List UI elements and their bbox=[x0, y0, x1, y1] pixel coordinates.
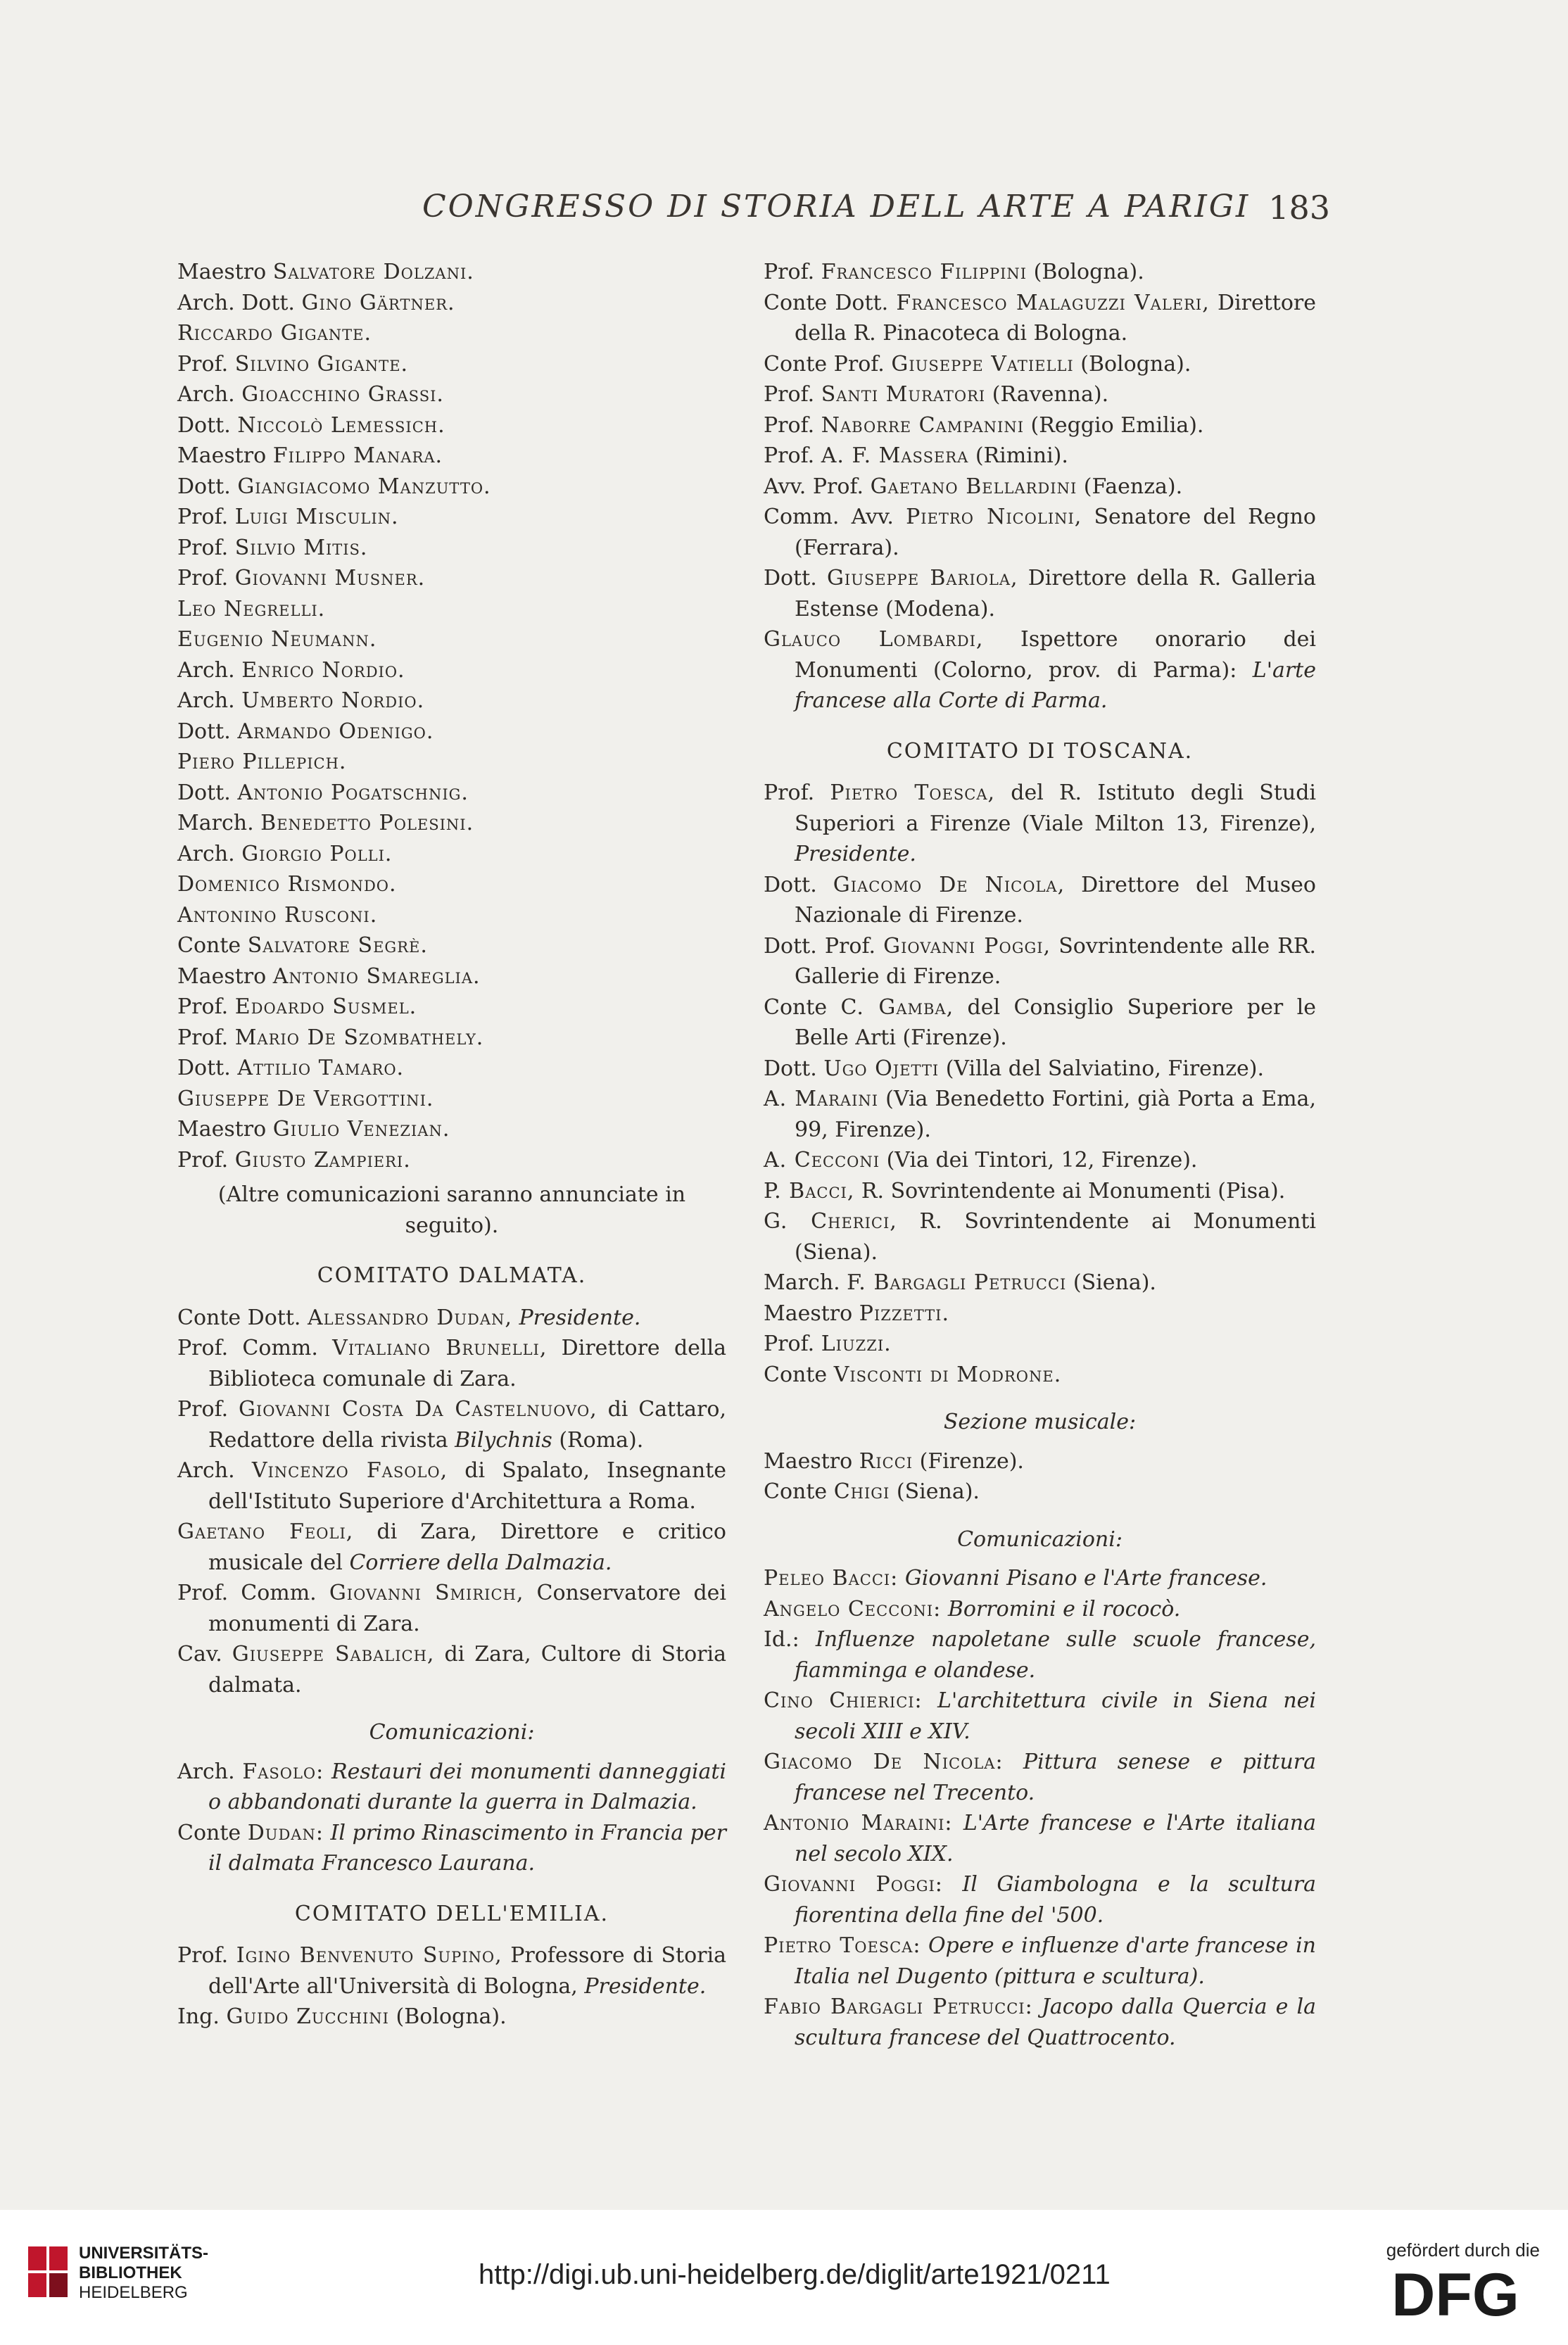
member-row bbox=[177, 900, 726, 931]
left-column bbox=[177, 257, 726, 2033]
member-row bbox=[177, 716, 726, 747]
entry-name: Chigi bbox=[833, 1479, 890, 1504]
entry-title: Maestro bbox=[177, 1117, 267, 1142]
entry-name: Giovanni Costa Da Castelnuovo, bbox=[239, 1397, 598, 1422]
dalmata-comunicazioni-heading: Comunicazioni: bbox=[369, 1720, 535, 1745]
toscana-row bbox=[764, 870, 1316, 931]
entry-title: Arch. bbox=[177, 382, 235, 407]
entry-name: Silvio Mitis. bbox=[234, 535, 368, 560]
entry-name: Pietro Toesca, bbox=[830, 780, 996, 805]
toscana-row bbox=[764, 992, 1316, 1054]
comunicazione-row bbox=[764, 1808, 1316, 1869]
entry-title: Maestro bbox=[764, 1448, 853, 1474]
entry-text: (Reggio Emilia). bbox=[1030, 412, 1204, 438]
entry-italic: Borromini e il rococò. bbox=[947, 1596, 1181, 1622]
entry-name: Giuseppe De Vergottini. bbox=[177, 1086, 434, 1111]
entry-name: P. Bacci, bbox=[764, 1178, 855, 1203]
sezione-musicale-heading: Sezione musicale: bbox=[943, 1410, 1137, 1434]
entry-text: (Rimini). bbox=[975, 443, 1068, 468]
entry-name: Piero Pillepich. bbox=[177, 750, 347, 774]
entry-text: del Consiglio Superiore per le Belle Arti (Firenze). bbox=[795, 994, 1316, 1050]
entry-name: Antonio Maraini: bbox=[764, 1811, 953, 1835]
entry-name: Eugenio Neumann. bbox=[177, 627, 377, 652]
dalmata-row bbox=[177, 1394, 726, 1455]
emilia-row bbox=[764, 624, 1316, 716]
entry-name: Peleo Bacci: bbox=[764, 1566, 899, 1591]
entry-text: di Zara, Cultore di Storia dalmata. bbox=[208, 1642, 727, 1698]
dalmata-row bbox=[177, 1517, 726, 1578]
entry-title: Conte Dott. bbox=[764, 290, 889, 315]
heading-comitato-toscana: COMITATO DI TOSCANA. bbox=[886, 738, 1194, 764]
entry-text: Professore di Storia dell'Arte all'Università di Bologna, bbox=[208, 1943, 726, 1999]
entry-text: (Bologna). bbox=[1033, 260, 1144, 284]
toscana-row bbox=[764, 1176, 1316, 1207]
entry-name: Giovanni Musner. bbox=[234, 566, 426, 590]
member-row bbox=[177, 624, 726, 655]
comunicazione-row bbox=[764, 1624, 1316, 1686]
entry-text: (Ravenna). bbox=[992, 382, 1109, 407]
entry-italic: Bilychnis bbox=[455, 1427, 552, 1453]
entry-title: Prof. bbox=[177, 994, 229, 1019]
entry-name: Salvatore Segrè. bbox=[247, 933, 428, 958]
entry-italic: Giovanni Pisano e l'Arte francese. bbox=[904, 1566, 1267, 1591]
entry-title: Dott. bbox=[177, 474, 231, 499]
entry-text: di Zara, Direttore e critico musicale del bbox=[208, 1519, 726, 1575]
comunicazione-row bbox=[764, 1594, 1316, 1625]
entry-name: Ugo Ojetti bbox=[823, 1056, 940, 1081]
toscana-row bbox=[764, 1360, 1316, 1391]
entry-title: March. bbox=[764, 1270, 840, 1295]
entry-name: Cino Chierici: bbox=[764, 1688, 923, 1713]
entry-italic: Presidente. bbox=[584, 1973, 707, 1999]
dalmata-row bbox=[177, 1578, 726, 1639]
entry-name: Pietro Toesca: bbox=[764, 1933, 921, 1958]
entry-name: Enrico Nordio. bbox=[241, 657, 405, 683]
entry-name: Umberto Nordio. bbox=[241, 688, 425, 713]
entry-name: Giuseppe Vatielli bbox=[891, 351, 1074, 377]
emilia-row bbox=[764, 379, 1316, 410]
entry-title: Prof. bbox=[764, 260, 815, 284]
member-row bbox=[177, 533, 726, 564]
entry-title: Arch. bbox=[177, 688, 235, 713]
member-row bbox=[177, 992, 726, 1023]
footer-bar bbox=[0, 2210, 1568, 2345]
entry-name: Gaetano Bellardini bbox=[870, 474, 1077, 499]
entry-text: Direttore del Museo Nazionale di Firenze. bbox=[795, 872, 1316, 928]
emilia-row bbox=[764, 563, 1316, 624]
entry-name: Domenico Rismondo. bbox=[177, 872, 397, 897]
entry-name: Armando Odenigo. bbox=[237, 719, 434, 744]
entry-italic: L'Arte francese e l'Arte italiana nel secolo XIX. bbox=[795, 1811, 1316, 1866]
entry-title: Prof. bbox=[764, 443, 815, 468]
entry-name: Silvino Gigante. bbox=[234, 351, 409, 377]
entry-title: Ing. bbox=[177, 2004, 220, 2029]
dalmata-comunicazioni bbox=[177, 1757, 726, 1879]
comunicazione-row bbox=[177, 1818, 726, 1879]
entry-text: Direttore della Biblioteca comunale di Zara. bbox=[208, 1336, 726, 1391]
entry-name: Giorgio Polli. bbox=[241, 841, 393, 866]
entry-text: (Via dei Tintori, 12, Firenze). bbox=[886, 1148, 1198, 1172]
entry-name: Angelo Cecconi: bbox=[764, 1596, 942, 1622]
toscana-row bbox=[764, 1206, 1316, 1268]
entry-name: Naborre Campanini bbox=[821, 412, 1024, 438]
entry-name: Giuseppe Sabalich, bbox=[232, 1642, 435, 1667]
member-row bbox=[177, 502, 726, 533]
entry-name: Giacomo De Nicola: bbox=[764, 1750, 1004, 1774]
entry-name: G. Cherici, bbox=[764, 1209, 897, 1234]
toscana-entries bbox=[764, 778, 1316, 1390]
entry-italic: Jacopo dalla Quercia e la scultura francese del Quattrocento. bbox=[795, 1995, 1316, 2050]
entry-name: A. Maraini bbox=[764, 1087, 879, 1111]
entry-title: Dott. bbox=[177, 719, 231, 744]
entry-text: di Cattaro, Redattore della rivista bbox=[208, 1397, 726, 1453]
comunicazione-row bbox=[764, 1686, 1316, 1747]
toscana-comunicazioni-heading: Comunicazioni: bbox=[957, 1527, 1123, 1552]
entry-text: Senatore del Regno (Ferrara). bbox=[795, 505, 1316, 560]
entry-title: Conte bbox=[177, 1820, 241, 1845]
entry-text: (Siena). bbox=[896, 1479, 980, 1504]
member-row bbox=[177, 594, 726, 625]
entry-title: Arch. bbox=[177, 1458, 235, 1483]
emilia-row bbox=[177, 2002, 726, 2033]
entry-name: Luigi Misculin. bbox=[234, 505, 399, 529]
comunicazione-row bbox=[177, 1757, 726, 1818]
heading-comitato-dalmata: COMITATO DALMATA. bbox=[317, 1263, 587, 1288]
member-row bbox=[177, 349, 726, 380]
entry-text: (Siena). bbox=[1073, 1270, 1156, 1295]
member-row bbox=[177, 257, 726, 288]
entry-name: Gaetano Feoli, bbox=[177, 1519, 354, 1544]
entry-name: Francesco Filippini bbox=[821, 260, 1028, 284]
entry-name: Santi Muratori bbox=[821, 382, 986, 407]
entry-name: Vitaliano Brunelli, bbox=[332, 1336, 548, 1360]
entry-title: Prof. bbox=[177, 505, 229, 529]
entry-name: A. F. Massera bbox=[821, 443, 969, 468]
entry-title: Conte Prof. bbox=[764, 351, 885, 377]
entry-text: (Faenza). bbox=[1083, 474, 1183, 499]
dalmata-row bbox=[177, 1303, 726, 1334]
entry-name: Salvatore Dolzani. bbox=[272, 260, 474, 284]
entry-name: Alessandro Dudan, bbox=[308, 1305, 512, 1330]
entry-title: Dott. Prof. bbox=[764, 933, 876, 959]
emilia-row bbox=[764, 410, 1316, 441]
entry-name: Giulio Venezian. bbox=[272, 1117, 450, 1142]
entry-name: Pizzetti. bbox=[859, 1301, 949, 1326]
entry-text: Direttore della R. Pinacoteca di Bologna. bbox=[795, 290, 1316, 346]
entry-italic: Corriere della Dalmazia. bbox=[349, 1550, 612, 1575]
entry-name: Pietro Nicolini, bbox=[906, 505, 1082, 529]
announcement-note: (Altre comunicazioni saranno annunciate in seguito). bbox=[217, 1182, 686, 1238]
dalmata-row bbox=[177, 1639, 726, 1700]
entry-title: Dott. bbox=[764, 566, 817, 590]
entry-title: Prof. bbox=[764, 382, 815, 407]
member-row bbox=[177, 808, 726, 839]
member-list bbox=[177, 257, 726, 1175]
sezione-row bbox=[764, 1477, 1316, 1508]
entry-text: (Villa del Salviatino, Firenze). bbox=[945, 1056, 1265, 1081]
entry-text: Conservatore dei monumenti di Zara. bbox=[208, 1581, 727, 1636]
entry-title: Id.: bbox=[764, 1627, 799, 1652]
entry-name: Antonio Pogatschnig. bbox=[237, 780, 469, 805]
entry-name: Giangiacomo Manzutto. bbox=[237, 474, 491, 499]
entry-title: Conte bbox=[764, 1362, 828, 1387]
member-row bbox=[177, 379, 726, 410]
entry-name: Antonino Rusconi. bbox=[177, 902, 378, 928]
entry-title: Comm. Avv. bbox=[764, 505, 894, 529]
svg-text:DFG: DFG bbox=[1391, 2265, 1519, 2321]
entry-title: Dott. bbox=[177, 780, 231, 805]
emilia-entries bbox=[177, 1940, 726, 2033]
toscana-row bbox=[764, 1084, 1316, 1145]
member-row bbox=[177, 778, 726, 809]
entry-text: (Via Benedetto Fortini, già Porta a Ema, 99, Firenze). bbox=[795, 1087, 1316, 1142]
entry-title: Conte Dott. bbox=[177, 1305, 301, 1330]
entry-title: Prof. bbox=[764, 412, 815, 438]
entry-name: Benedetto Polesini. bbox=[260, 811, 474, 835]
member-row bbox=[177, 410, 726, 441]
comunicazione-row bbox=[764, 1992, 1316, 2053]
entry-title: Prof. Comm. bbox=[177, 1581, 317, 1605]
member-row bbox=[177, 1084, 726, 1115]
entry-title: Prof. bbox=[177, 351, 229, 377]
entry-title: Maestro bbox=[177, 260, 267, 284]
member-row bbox=[177, 930, 726, 961]
entry-title: Dott. bbox=[177, 1056, 231, 1080]
emilia-row bbox=[764, 349, 1316, 380]
entry-title: Prof. bbox=[764, 1332, 815, 1356]
entry-name: Fasolo: bbox=[242, 1759, 324, 1784]
entry-text: R. Sovrintendente ai Monumenti (Siena). bbox=[795, 1209, 1316, 1265]
entry-title: March. bbox=[177, 811, 254, 835]
dalmata-row bbox=[177, 1455, 726, 1517]
entry-name: Visconti di Modrone. bbox=[833, 1362, 1062, 1387]
entry-name: Fabio Bargagli Petrucci: bbox=[764, 1995, 1033, 2019]
member-row bbox=[177, 655, 726, 686]
member-row bbox=[177, 1023, 726, 1054]
entry-italic: Il Giambologna e la scultura fiorentina della fine del '500. bbox=[795, 1872, 1316, 1928]
entry-text: (Firenze). bbox=[919, 1448, 1024, 1474]
entry-title: Conte bbox=[177, 933, 241, 958]
toscana-row bbox=[764, 931, 1316, 992]
entry-title: Prof. bbox=[177, 1025, 229, 1050]
entry-title: Conte bbox=[764, 1479, 828, 1504]
entry-name: Giuseppe Bariola, bbox=[826, 566, 1018, 590]
member-row bbox=[177, 563, 726, 594]
entry-title: Avv. Prof. bbox=[764, 474, 864, 499]
member-row bbox=[177, 472, 726, 503]
entry-title: Arch. bbox=[177, 657, 235, 683]
dalmata-entries bbox=[177, 1303, 726, 1701]
member-row bbox=[177, 288, 726, 319]
entry-italic: Influenze napoletane sulle scuole francese, fiamminga e olandese. bbox=[795, 1627, 1316, 1683]
toscana-row bbox=[764, 1298, 1316, 1329]
toscana-row bbox=[764, 1268, 1316, 1298]
entry-title: Prof. bbox=[177, 1147, 229, 1172]
toscana-row bbox=[764, 1145, 1316, 1176]
comunicazione-row bbox=[764, 1930, 1316, 1992]
entry-title: Prof. bbox=[764, 780, 815, 805]
entry-title: Prof. bbox=[177, 535, 229, 560]
entry-name: Gino Gärtner. bbox=[301, 290, 455, 315]
member-row bbox=[177, 839, 726, 870]
entry-title: Conte bbox=[764, 994, 828, 1020]
entry-title: Prof. bbox=[177, 1943, 229, 1968]
entry-text: (Roma). bbox=[559, 1427, 644, 1453]
entry-italic: Presidente. bbox=[795, 842, 916, 866]
entry-name: Giacomo De Nicola, bbox=[833, 872, 1066, 897]
member-row bbox=[177, 318, 726, 349]
entry-name: Riccardo Gigante. bbox=[177, 321, 372, 346]
entry-title: Arch. bbox=[177, 1759, 235, 1784]
library-name: UNIVERSITÄTS- BIBLIOTHEK HEIDELBERG bbox=[79, 2244, 209, 2302]
emilia-row bbox=[764, 257, 1316, 288]
toscana-row bbox=[764, 778, 1316, 870]
page-number: 183 bbox=[1268, 189, 1330, 227]
entry-italic: L'architettura civile in Siena nei secoli XIII e XIV. bbox=[795, 1688, 1316, 1744]
entry-title: Arch. Dott. bbox=[177, 290, 295, 315]
entry-text: Ispettore onorario dei Monumenti (Colorno, prov. di Parma): bbox=[795, 627, 1316, 683]
member-row bbox=[177, 1053, 726, 1084]
entry-name: Glauco Lombardi, bbox=[764, 627, 984, 652]
entry-name: Giusto Zampieri. bbox=[234, 1147, 411, 1172]
entry-title: Maestro bbox=[177, 443, 267, 468]
entry-name: Guido Zucchini bbox=[226, 2004, 389, 2029]
toscana-row bbox=[764, 1054, 1316, 1085]
member-row bbox=[177, 747, 726, 778]
entry-title: Prof. Comm. bbox=[177, 1336, 318, 1360]
member-row bbox=[177, 441, 726, 472]
entry-name: Niccolò Lemessich. bbox=[237, 412, 445, 438]
source-url-link[interactable]: http://digi.ub.uni-heidelberg.de/diglit/arte1921/0211 bbox=[479, 2259, 1111, 2290]
emilia-row bbox=[177, 1940, 726, 2002]
member-row bbox=[177, 961, 726, 992]
entry-name: Edoardo Susmel. bbox=[234, 994, 417, 1019]
right-column bbox=[764, 257, 1316, 2053]
entry-title: Maestro bbox=[764, 1301, 853, 1326]
entry-name: Ricci bbox=[859, 1448, 913, 1474]
entry-italic: Opere e influenze d'arte francese in Italia nel Dugento (pittura e scultura). bbox=[795, 1933, 1316, 1989]
comunicazione-row bbox=[764, 1869, 1316, 1930]
entry-title: Dott. bbox=[764, 872, 817, 897]
emilia-row bbox=[764, 288, 1316, 349]
entry-text: del R. Istituto degli Studi Superiori a Firenze (Viale Milton 13, Firenze), bbox=[795, 780, 1317, 836]
entry-text: (Bologna). bbox=[396, 2004, 507, 2029]
entry-name: Leo Negrelli. bbox=[177, 596, 326, 621]
toscana-comunicazioni bbox=[764, 1563, 1316, 2053]
comunicazione-row bbox=[764, 1747, 1316, 1808]
toscana-row bbox=[764, 1329, 1316, 1360]
entry-title: Arch. bbox=[177, 841, 235, 866]
entry-title: Prof. bbox=[177, 566, 229, 590]
entry-name: Mario De Szombathely. bbox=[234, 1025, 484, 1050]
member-row bbox=[177, 1145, 726, 1176]
comunicazione-row bbox=[764, 1563, 1316, 1594]
entry-name: F. Bargagli Petrucci bbox=[847, 1270, 1067, 1295]
entry-name: Francesco Malaguzzi Valeri, bbox=[896, 290, 1210, 315]
entry-name: Dudan: bbox=[247, 1820, 324, 1845]
entry-title: Dott. bbox=[764, 1056, 817, 1081]
running-title: CONGRESSO DI STORIA DELL ARTE A PARIGI bbox=[422, 189, 1251, 225]
entry-name: Liuzzi. bbox=[821, 1332, 892, 1356]
emilia-entries-continued bbox=[764, 257, 1316, 716]
dfg-logo-icon bbox=[1371, 2265, 1540, 2321]
entry-name: Filippo Manara. bbox=[272, 443, 443, 468]
entry-name: Giovanni Poggi, bbox=[883, 933, 1051, 959]
entry-name: C. Gamba, bbox=[840, 994, 954, 1020]
member-row bbox=[177, 685, 726, 716]
university-library-logo-icon bbox=[28, 2246, 68, 2297]
entry-name: A. Cecconi bbox=[764, 1148, 880, 1172]
entry-name: Giovanni Smirich, bbox=[329, 1581, 524, 1605]
entry-name: Igino Benvenuto Supino, bbox=[236, 1943, 502, 1968]
entry-text: Sovrintendente alle RR. Gallerie di Firenze. bbox=[795, 933, 1316, 989]
entry-name: Gioacchino Grassi. bbox=[241, 382, 444, 407]
entry-name: Vincenzo Fasolo, bbox=[251, 1458, 448, 1483]
heading-comitato-emilia: COMITATO DELL'EMILIA. bbox=[294, 1901, 609, 1926]
entry-title: Dott. bbox=[177, 412, 231, 438]
member-row bbox=[177, 1114, 726, 1145]
entry-title: Cav. bbox=[177, 1642, 222, 1667]
funding-label: gefördert durch die bbox=[1386, 2239, 1540, 2261]
entry-text: (Bologna). bbox=[1080, 351, 1191, 377]
entry-name: Antonio Smareglia. bbox=[272, 963, 481, 989]
emilia-row bbox=[764, 472, 1316, 503]
sezione-musicale-entries bbox=[764, 1446, 1316, 1508]
entry-italic: Restauri dei monumenti danneggiati o abbandonati durante la guerra in Dalmazia. bbox=[208, 1759, 726, 1814]
dalmata-row bbox=[177, 1333, 726, 1394]
entry-italic: L'arte francese alla Corte di Parma. bbox=[795, 657, 1316, 713]
entry-italic: Il primo Rinascimento in Francia per il dalmata Francesco Laurana. bbox=[208, 1820, 726, 1876]
entry-title: Prof. bbox=[177, 1397, 229, 1422]
emilia-row bbox=[764, 502, 1316, 563]
entry-italic: Pittura senese e pittura francese nel Trecento. bbox=[795, 1750, 1316, 1805]
sezione-row bbox=[764, 1446, 1316, 1477]
entry-name: Giovanni Poggi: bbox=[764, 1872, 943, 1897]
entry-italic: Presidente. bbox=[519, 1305, 641, 1330]
entry-text: di Spalato, Insegnante dell'Istituto Superiore d'Architettura a Roma. bbox=[208, 1458, 727, 1514]
entry-title: Maestro bbox=[177, 963, 267, 989]
member-row bbox=[177, 869, 726, 900]
entry-name: Attilio Tamaro. bbox=[237, 1056, 405, 1080]
emilia-row bbox=[764, 441, 1316, 472]
entry-text: Direttore della R. Galleria Estense (Modena). bbox=[795, 566, 1316, 621]
entry-text: R. Sovrintendente ai Monumenti (Pisa). bbox=[861, 1178, 1286, 1203]
